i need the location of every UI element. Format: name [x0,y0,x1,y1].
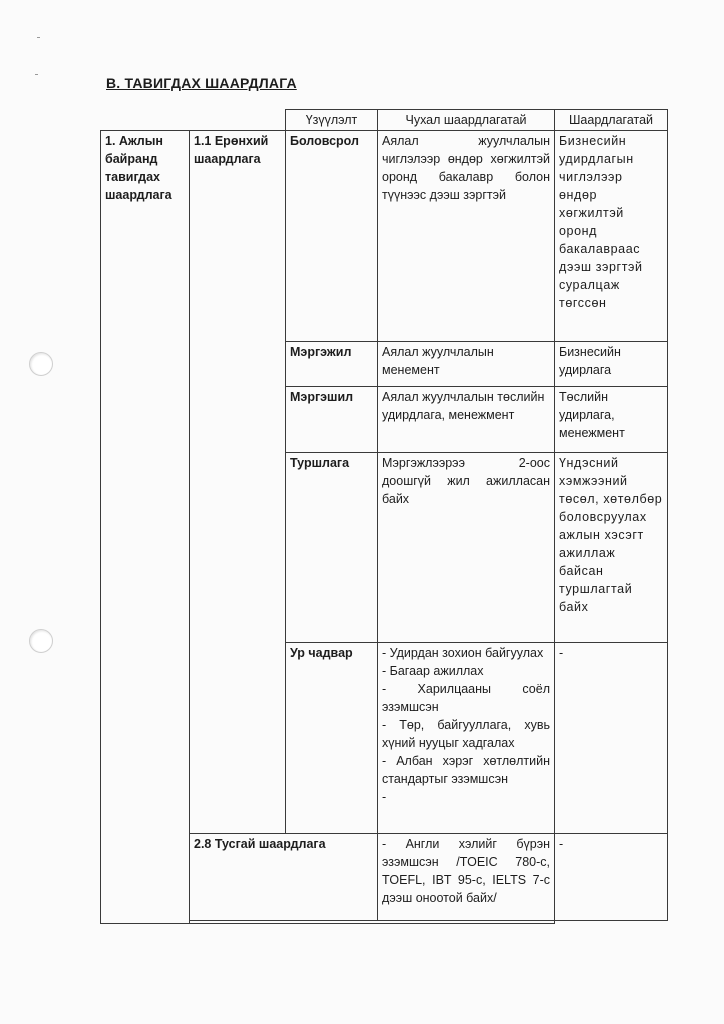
section-title: В. ТАВИГДАХ ШААРДЛАГА [106,75,297,91]
skill-line: - Төр, байгууллага, хувь хүний нууцыг хадгалах [382,718,550,751]
indicator-cell: Боловсрол [286,131,378,342]
requirements-table [100,109,668,924]
required-cell: Бизнесийн удирлага [555,342,668,387]
sub-group-label: 1.1 Ерөнхий шаардлага [190,131,286,834]
mandatory-cell: Аялал жуулчлалын менемент [378,342,555,387]
mandatory-cell: Аялал жуулчлалын чиглэлээр өндөр хөгжилтэй оронд бакалавр болон түүнээс дээш зэргтэй [378,131,555,342]
skill-line: - [382,790,387,805]
header-required: Шаардлагатай [555,110,668,131]
indicator-cell: Мэргэшил [286,387,378,453]
indicator-cell: Ур чадвар [286,643,378,833]
mandatory-cell: - Англи хэлийг бүрэн эзэмшсэн /TOEIC 780-с, TOEFL, IBT 95-с, IELTS 7-с дээш оноотой байх/ [378,833,555,920]
margin-mark [37,37,40,38]
indicator-cell: Мэргэжил [286,342,378,387]
required-cell: - [555,643,668,833]
skill-line: - Багаар ажиллах [382,664,484,679]
mandatory-cell: Мэргэжлээрээ 2-оос доошгүй жил ажилласан байх [378,453,555,643]
special-label: 2.8 Тусгай шаардлага [190,833,378,920]
required-cell: Төслийн удирлага, менежмент [555,387,668,453]
header-row [101,110,668,131]
skill-line: - Харилцааны соёл эзэмшсэн [382,682,550,715]
group-label: 1. Ажлын байранд тавигдах шаардлага [101,131,190,924]
skill-line: - Удирдан зохион байгуулах [382,646,544,661]
punch-hole [29,352,53,376]
required-cell: Бизнесийн удирдлагын чиглэлээр өндөр хөгжилтэй оронд бакалавраас дээш зэргтэй суралцаж төгссөн [555,131,668,342]
punch-hole [29,629,53,653]
margin-mark [35,74,38,75]
header-mandatory: Чухал шаардлагатай [378,110,555,131]
required-cell: - [555,833,668,920]
table-row [101,131,668,342]
mandatory-cell [378,643,555,833]
mandatory-cell: Аялал жуулчлалын төслийн удирдлага, менежмент [378,387,555,453]
required-cell: Үндэсний хэмжээний төсөл, хөтөлбөр боловсруулах ажлын хэсэгт ажиллаж байсан туршлагтай байх [555,453,668,643]
header-indicator: Үзүүлэлт [286,110,378,131]
skill-line: - Албан хэрэг хөтлөлтийн стандартыг эзэмшсэн [382,754,550,787]
indicator-cell: Туршлага [286,453,378,643]
